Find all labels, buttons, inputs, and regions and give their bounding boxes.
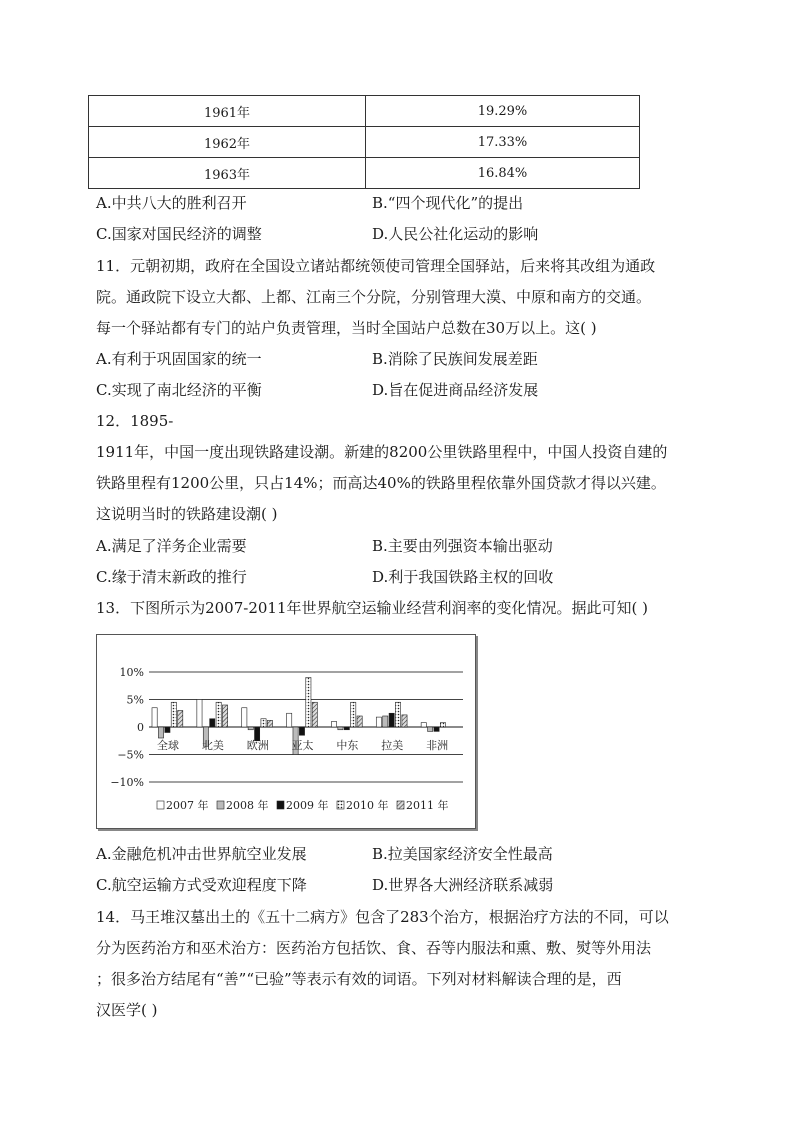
bar: [299, 727, 304, 735]
category-label: 拉美: [381, 739, 404, 752]
q11-option-d: D.旨在促进商品经济发展: [372, 381, 539, 399]
rate-table: [88, 95, 640, 189]
q12-option-b: B.主要由列强资本输出驱动: [372, 537, 553, 555]
q12-option-c: C.缘于清末新政的推行: [96, 568, 247, 586]
bar: [428, 727, 433, 731]
bar: [216, 702, 221, 727]
legend-swatch: [157, 801, 164, 809]
legend-swatch: [277, 801, 284, 809]
q10-option-d: D.人民公社化运动的影响: [372, 225, 539, 243]
category-label: 中东: [336, 739, 359, 752]
q14-stem-line3: ；很多治方结尾有“善”“已验”等表示有效的词语。下列对材料解读合理的是，西: [96, 970, 622, 988]
legend-label: 2008 年: [226, 799, 269, 812]
table-row: [89, 96, 640, 127]
legend-label: 2010 年: [346, 799, 389, 812]
bar: [395, 702, 400, 727]
bar: [165, 727, 170, 733]
bar: [351, 702, 356, 727]
legend-swatch: [217, 801, 224, 809]
bar: [383, 716, 388, 727]
q12-stem-line4: 这说明当时的铁路建设潮( ): [96, 505, 278, 523]
y-tick-label: 5%: [126, 693, 144, 707]
q11-stem-line2: 院。通政院下设立大都、上都、江南三个分院，分别管理大漠、中原和南方的交通。: [96, 288, 652, 306]
table-cell-year: 1963年: [89, 158, 366, 189]
category-label: 亚太: [291, 739, 314, 752]
category-label: 北美: [201, 739, 224, 752]
q11-stem-line3: 每一个驿站都有专门的站户负责管理，当时全国站户总数在30万以上。这( ): [96, 319, 597, 337]
q13-option-d: D.世界各大洲经济联系减弱: [372, 876, 554, 894]
y-tick-label: 0: [137, 721, 144, 734]
category-label: 欧洲: [246, 739, 269, 752]
profit-margin-chart: [96, 634, 476, 829]
bar: [402, 715, 407, 727]
q13-option-a: A.金融危机冲击世界航空业发展: [96, 845, 307, 863]
q11-option-c: C.实现了南北经济的平衡: [96, 381, 262, 399]
q10-option-a: A.中共八大的胜利召开: [96, 194, 247, 212]
q13-stem-line1: 13．下图所示为2007-2011年世界航空运输业经营利润率的变化情况。据此可知( ): [96, 599, 648, 617]
legend-swatch: [397, 801, 404, 809]
q13-option-b: B.拉美国家经济安全性最高: [372, 845, 553, 863]
bar: [357, 716, 362, 727]
q11-option-b: B.消除了民族间发展差距: [372, 350, 538, 368]
table-cell-year: 1962年: [89, 127, 366, 158]
q13-option-c: C.航空运输方式受欢迎程度下降: [96, 876, 307, 894]
bar: [267, 720, 272, 727]
legend-swatch: [337, 801, 344, 809]
q12-stem-line2: 1911年，中国一度出现铁路建设潮。新建的8200公里铁路里程中，中国人投资自建的: [96, 443, 668, 461]
bar: [331, 722, 336, 728]
q11-stem-line1: 11．元朝初期，政府在全国设立诸站都统领使司管理全国驿站，后来将其改组为通政: [96, 257, 656, 275]
q12-stem-line1: 12．1895-: [96, 412, 174, 430]
table-cell-value: 19.29%: [366, 96, 640, 127]
bar: [440, 723, 445, 727]
q12-option-a: A.满足了洋务企业需要: [96, 537, 247, 555]
y-tick-label: 10%: [119, 666, 144, 679]
bar: [210, 719, 215, 727]
q11-option-a: A.有利于巩固国家的统一: [96, 350, 262, 368]
q12-stem-line3: 铁路里程有1200公里，只占14%；而高达40%的铁路里程依靠外国贷款才得以兴建。: [96, 474, 666, 492]
bar: [389, 713, 394, 727]
table-cell-value: 17.33%: [366, 127, 640, 158]
legend-label: 2007 年: [166, 799, 209, 812]
bar: [434, 727, 439, 731]
bar: [152, 708, 157, 727]
q14-stem-line1: 14．马王堆汉墓出土的《五十二病方》包含了283个治方，根据治疗方法的不同，可以: [96, 908, 669, 926]
bar: [261, 719, 266, 727]
q14-stem-line2: 分为医药治方和巫术治方：医药治方包括饮、食、吞等内服法和熏、敷、熨等外用法: [96, 939, 652, 957]
table-cell-year: 1961年: [89, 96, 366, 127]
table-row: [89, 158, 640, 189]
q10-option-c: C.国家对国民经济的调整: [96, 225, 262, 243]
category-label: 全球: [157, 739, 179, 752]
legend-label: 2009 年: [286, 799, 329, 812]
bar: [376, 717, 381, 727]
bar: [421, 723, 426, 727]
bar: [158, 727, 163, 738]
table-row: [89, 127, 640, 158]
bar: [338, 727, 343, 730]
legend-label: 2011 年: [406, 799, 449, 812]
bar: [312, 702, 317, 727]
q12-option-d: D.利于我国铁路主权的回收: [372, 568, 554, 586]
y-tick-label: −10%: [110, 776, 144, 789]
bar: [248, 727, 253, 730]
bar: [171, 702, 176, 727]
q14-stem-line4: 汉医学( ): [96, 1001, 158, 1019]
y-tick-label: −5%: [117, 748, 144, 762]
bar: [197, 700, 202, 728]
bar: [222, 705, 227, 727]
bar: [306, 678, 311, 728]
table-cell-value: 16.84%: [366, 158, 640, 189]
chart-svg: [97, 635, 475, 828]
bar: [287, 713, 292, 727]
q10-option-b: B.“四个现代化”的提出: [372, 194, 524, 212]
bar: [344, 727, 349, 730]
category-label: 非洲: [426, 739, 449, 752]
bar: [242, 708, 247, 727]
bar: [178, 711, 183, 728]
